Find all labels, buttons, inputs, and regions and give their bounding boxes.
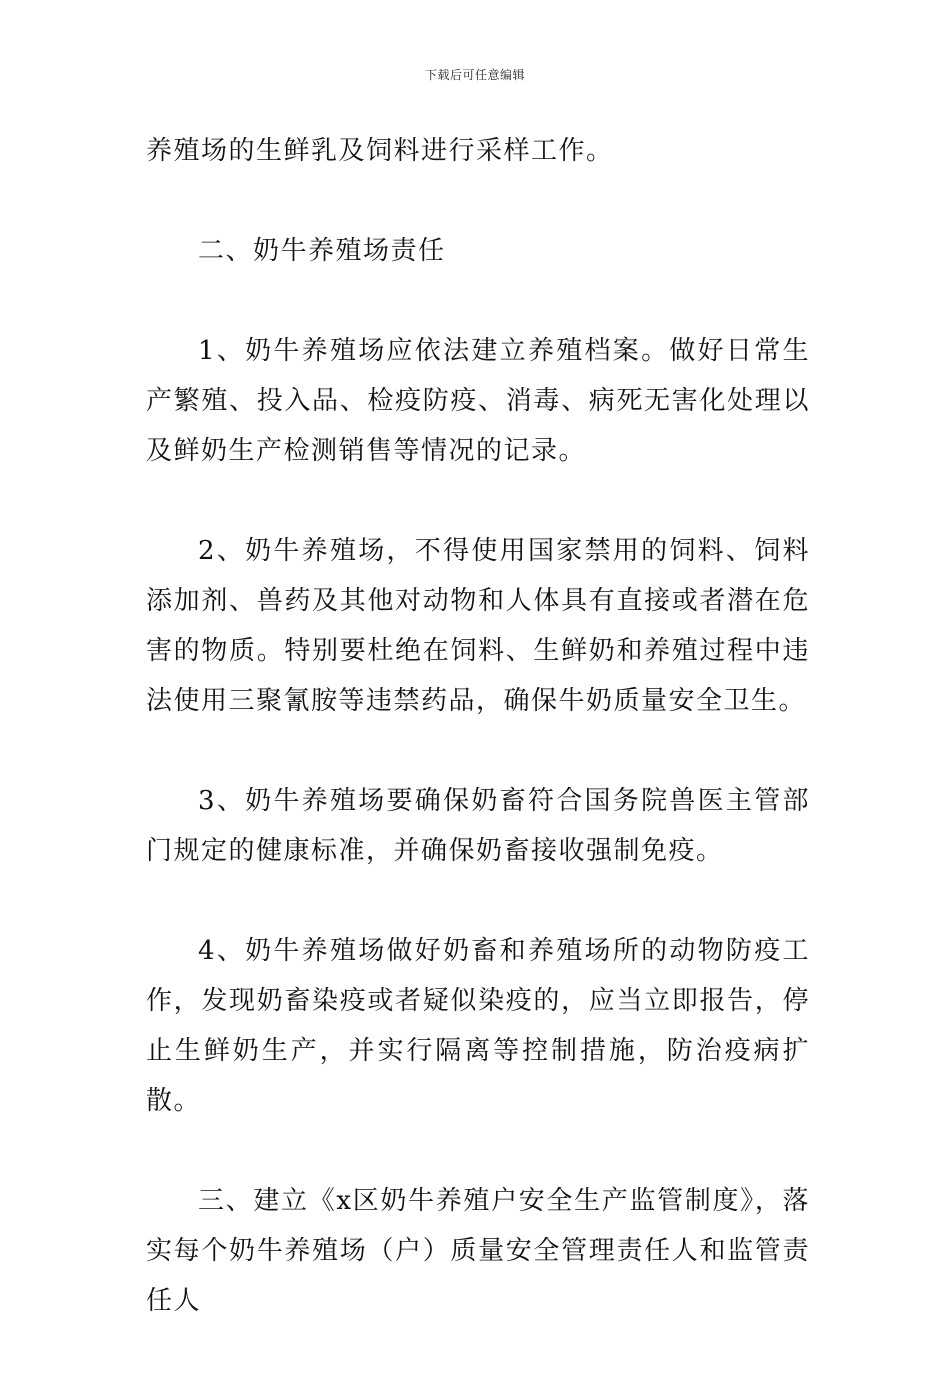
paragraph-item-3: 3、奶牛养殖场要确保奶畜符合国务院兽医主管部门规定的健康标准，并确保奶畜接收强制免疫。 [146, 786, 810, 866]
paragraph-item-2: 2、奶牛养殖场，不得使用国家禁用的饲料、饲料添加剂、兽药及其他对动物和人体具有直接或者潜在危害的物质。特别要杜绝在饲料、生鲜奶和养殖过程中违法使用三聚氰胺等违禁药品，确保牛奶质量安全卫生。 [146, 536, 810, 716]
document-body [146, 126, 810, 1376]
section-heading-3: 三、建立《x区奶牛养殖户安全生产监管制度》，落实每个奶牛养殖场（户）质量安全管理责任人和监管责任人 [146, 1186, 810, 1316]
paragraph-item-4: 4、奶牛养殖场做好奶畜和养殖场所的动物防疫工作，发现奶畜染疫或者疑似染疫的，应当立即报告，停止生鲜奶生产，并实行隔离等控制措施，防治疫病扩散。 [146, 936, 810, 1116]
page-header-note: 下载后可任意编辑 [424, 68, 525, 82]
section-heading-2: 二、奶牛养殖场责任 [198, 236, 446, 266]
paragraph-continuation: 养殖场的生鲜乳及饲料进行采样工作。 [146, 136, 614, 166]
paragraph-item-1: 1、奶牛养殖场应依法建立养殖档案。做好日常生产繁殖、投入品、检疫防疫、消毒、病死无害化处理以及鲜奶生产检测销售等情况的记录。 [146, 336, 810, 466]
